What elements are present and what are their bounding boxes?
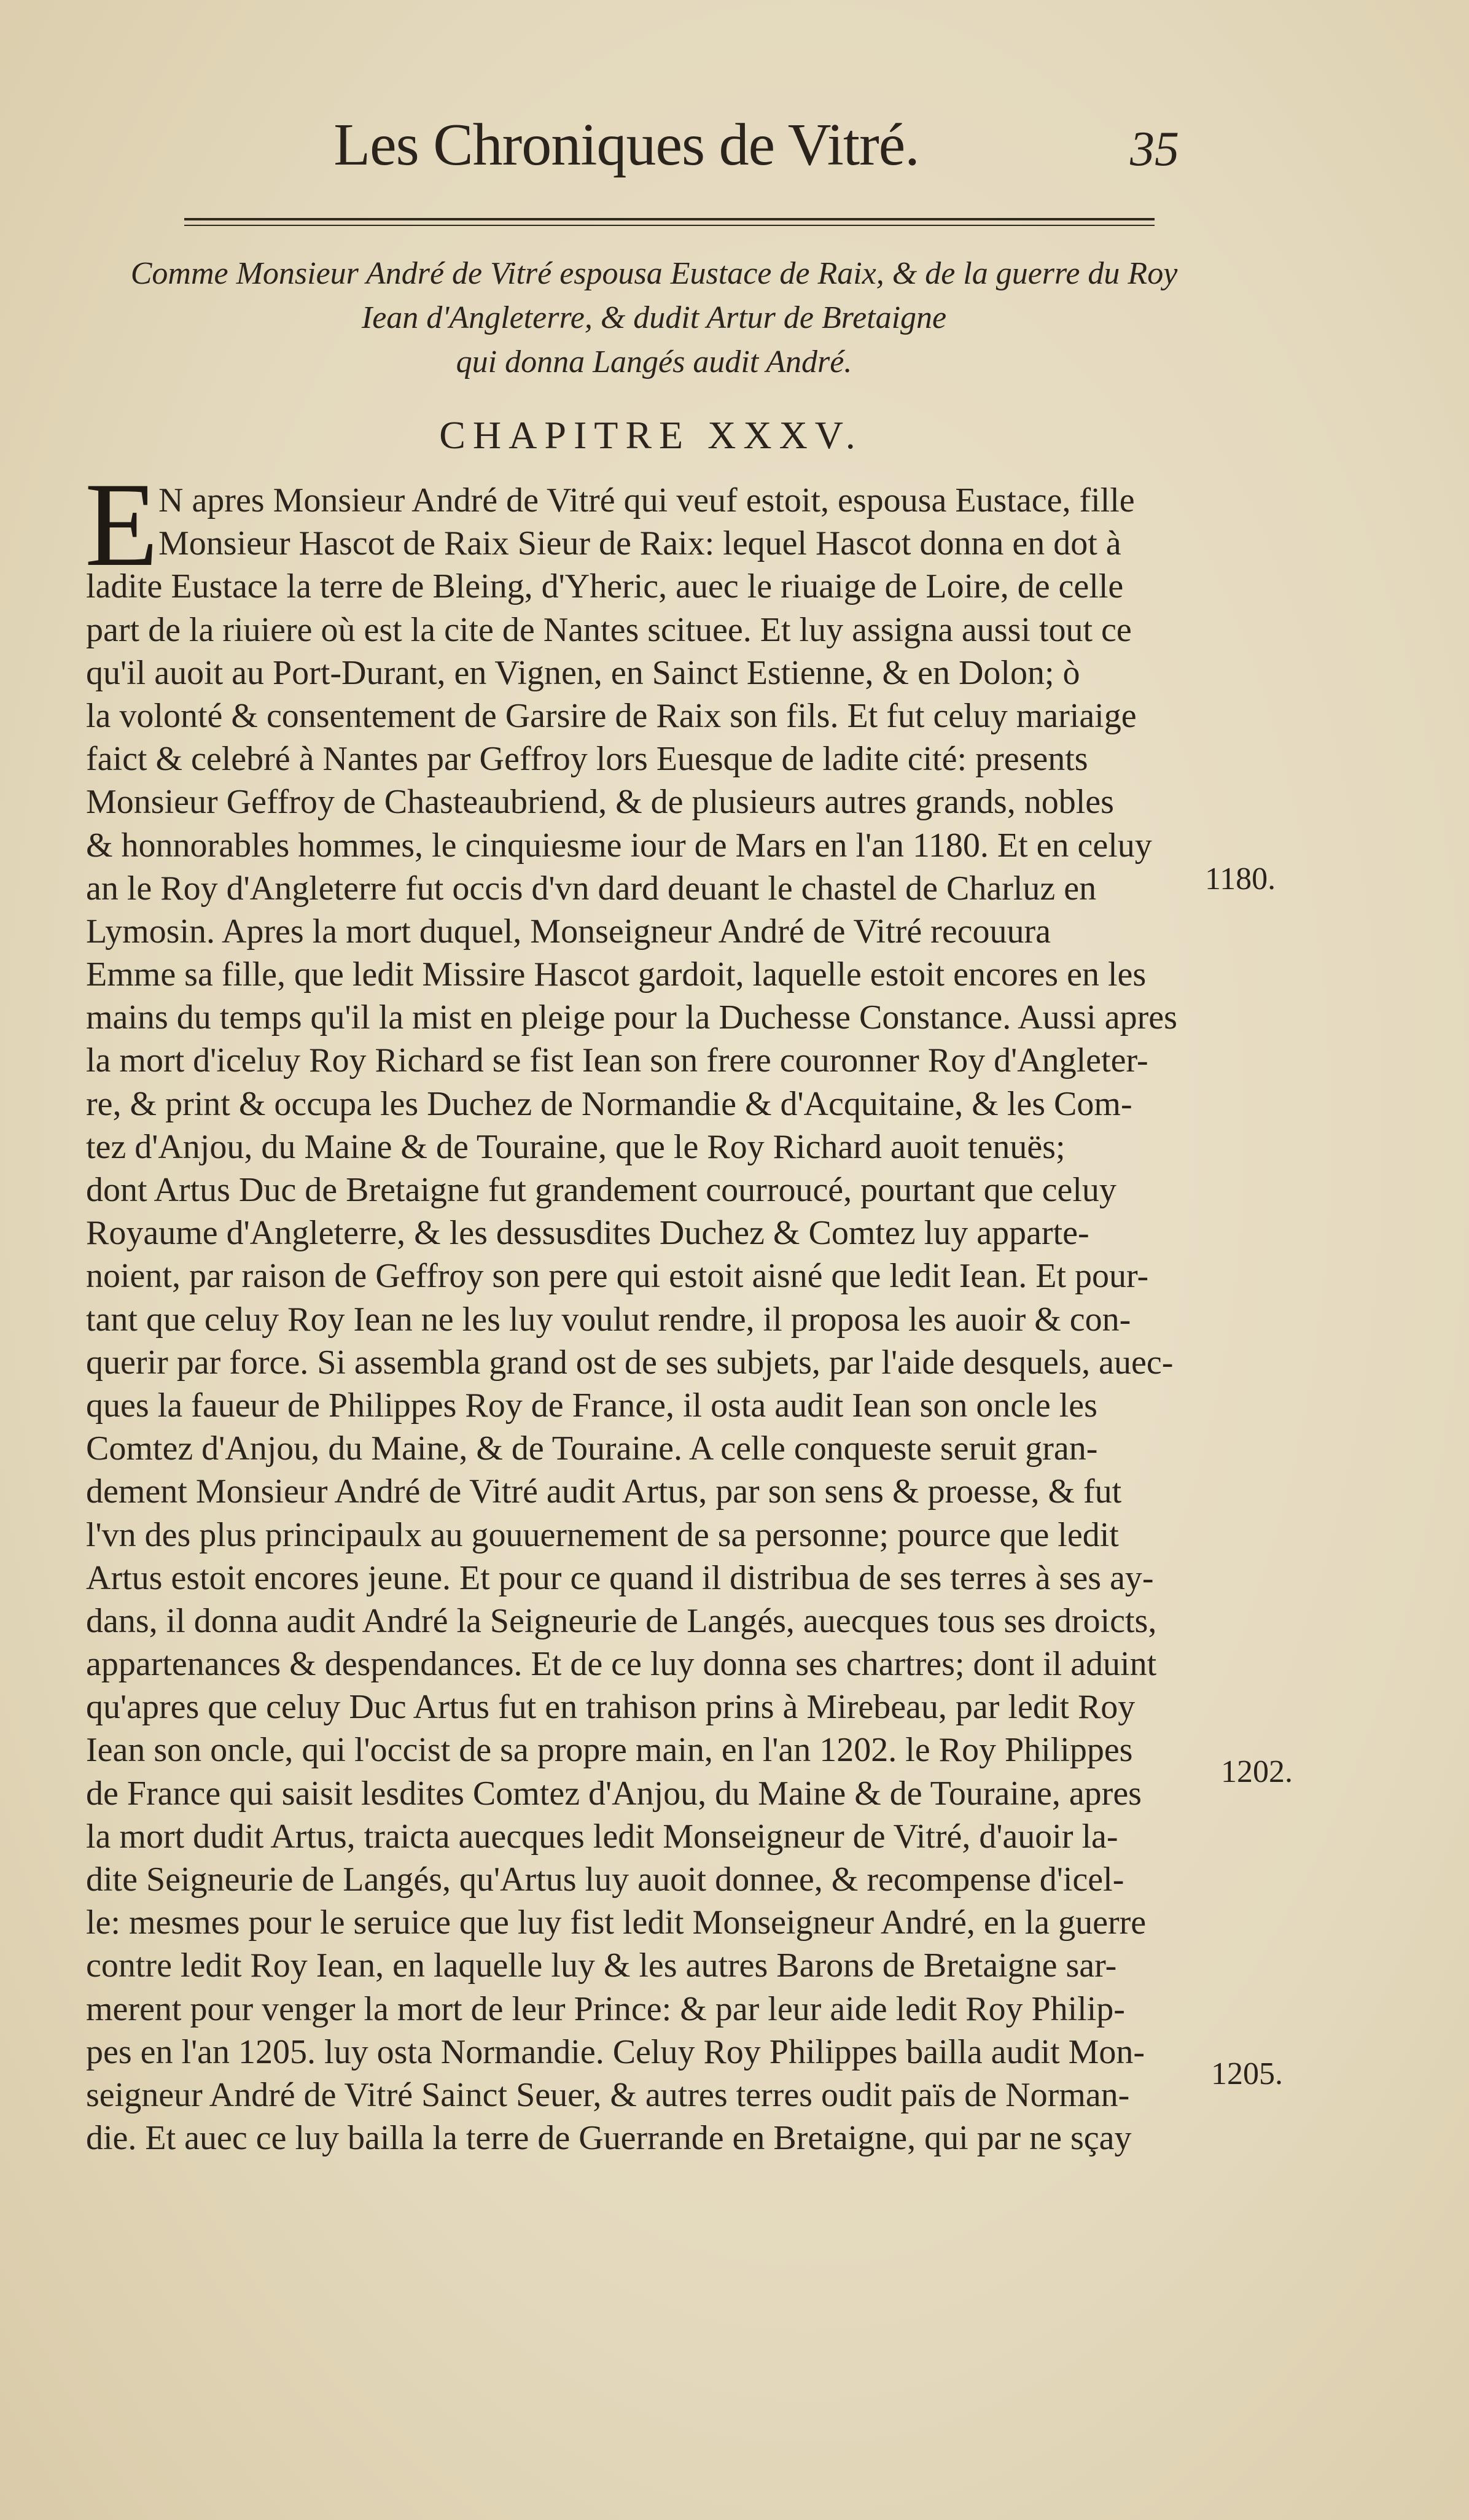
text-line: querir par force. Si assembla grand ost de ses subjets, par l'aide desquels, auec- [86,1343,1174,1382]
text-line: appartenances & despendances. Et de ce luy donna ses chartres; dont il aduint [86,1645,1157,1684]
chapter-label: CHAPITRE XXXV. [439,413,863,457]
margin-note-year: 1180. [1205,861,1276,896]
margin-note-year: 1202. [1221,1754,1293,1789]
text-line: Monsieur Hascot de Raix Sieur de Raix: lequel Hascot donna en dot à [158,524,1121,563]
text-line: ques la faueur de Philippes Roy de France, il osta audit Iean son oncle les [86,1386,1097,1425]
heading-line: qui donna Langés audit André. [456,344,852,379]
text-line: faict & celebré à Nantes par Geffroy lors Euesque de ladite cité: presents [86,740,1088,779]
text-line: noient, par raison de Geffroy son pere qui estoit aisné que ledit Iean. Et pour- [86,1257,1149,1296]
text-line: tez d'Anjou, du Maine & de Touraine, que le Roy Richard auoit tenuës; [86,1127,1066,1166]
text-line: pes en l'an 1205. luy osta Normandie. Celuy Roy Philippes bailla audit Mon- [86,2032,1145,2071]
text-line: Royaume d'Angleterre, & les dessusdites Duchez & Comtez luy apparte- [86,1214,1089,1253]
text-line: an le Roy d'Angleterre fut occis d'vn dard deuant le chastel de Charluz en [86,869,1097,908]
drop-cap: E [85,458,158,591]
text-line: mains du temps qu'il la mist en pleige pour la Duchesse Constance. Aussi apres [86,998,1177,1037]
text-line: la mort dudit Artus, traicta auecques ledit Monseigneur de Vitré, d'auoir la- [86,1817,1118,1856]
text-line: dans, il donna audit André la Seigneurie de Langés, auecques tous ses droicts, [86,1601,1157,1640]
text-line: la volonté & consentement de Garsire de Raix son fils. Et fut celuy mariaige [86,696,1137,735]
page-number: 35 [1130,122,1179,176]
text-line: Artus estoit encores jeune. Et pour ce quand il distribua de ses terres à ses ay- [86,1558,1154,1597]
text-line: Lymosin. Apres la mort duquel, Monseigneur André de Vitré recouura [86,912,1051,951]
text-line: ladite Eustace la terre de Bleing, d'Yheric, auec le riuaige de Loire, de celle [86,567,1124,606]
text-line: qu'il auoit au Port-Durant, en Vignen, en Sainct Estienne, & en Dolon; ò [86,653,1080,692]
text-line: Comtez d'Anjou, du Maine, & de Touraine. A celle conqueste seruit gran- [86,1429,1098,1468]
text-line: Emme sa fille, que ledit Missire Hascot gardoit, laquelle estoit encores en les [86,955,1147,994]
text-line: Iean son oncle, qui l'occist de sa propre main, en l'an 1202. le Roy Philippes [86,1731,1133,1770]
heading-line: Comme Monsieur André de Vitré espousa Eustace de Raix, & de la guerre du Roy [130,256,1178,291]
text-line: Monsieur Geffroy de Chasteaubriend, & de plusieurs autres grands, nobles [86,783,1114,822]
chapter-heading [92,252,1216,384]
text-line: contre ledit Roy Iean, en laquelle luy & les autres Barons de Bretaigne sar- [86,1946,1117,1985]
text-line: seigneur André de Vitré Sainct Seuer, & autres terres oudit païs de Norman- [86,2075,1130,2114]
text-line: N apres Monsieur André de Vitré qui veuf estoit, espousa Eustace, fille [158,481,1135,519]
text-line: merent pour venger la mort de leur Prince: & par leur aide ledit Roy Philip- [86,1989,1125,2028]
text-line: tant que celuy Roy Iean ne les luy voulut rendre, il proposa les auoir & con- [86,1300,1131,1339]
body-text [85,458,1191,2160]
text-line: part de la riuiere où est la cite de Nantes scituee. Et luy assigna aussi tout ce [86,610,1132,649]
text-line: de France qui saisit lesdites Comtez d'Anjou, du Maine & de Touraine, apres [86,1774,1142,1813]
heading-line: Iean d'Angleterre, & dudit Artur de Bretaigne [361,300,947,335]
text-line: l'vn des plus principaulx au gouuernement de sa personne; pource que ledit [86,1515,1119,1554]
running-title: Les Chroniques de Vitré. [333,112,919,178]
header-rule [184,218,1155,220]
text-line: qu'apres que celuy Duc Artus fut en trahison prins à Mirebeau, par ledit Roy [86,1688,1136,1727]
text-line: le: mesmes pour le seruice que luy fist ledit Monseigneur André, en la guerre [86,1904,1147,1942]
text-line: dont Artus Duc de Bretaigne fut grandement courroucé, pourtant que celuy [86,1171,1116,1209]
text-line: re, & print & occupa les Duchez de Normandie & d'Acquitaine, & les Com- [86,1084,1132,1123]
text-line: dement Monsieur André de Vitré audit Artus, par son sens & proesse, & fut [86,1472,1122,1511]
text-line: & honnorables hommes, le cinquiesme iour de Mars en l'an 1180. Et en celuy [86,826,1152,865]
text-line: la mort d'iceluy Roy Richard se fist Iean son frere couronner Roy d'Angleter- [86,1041,1148,1080]
header-rule-thin [184,225,1155,226]
text-line: die. Et auec ce luy bailla la terre de Guerrande en Bretaigne, qui par ne sçay [86,2119,1132,2158]
text-line: dite Seigneurie de Langés, qu'Artus luy auoit donnee, & recompense d'icel- [86,1861,1124,1899]
margin-note-year: 1205. [1211,2056,1283,2091]
